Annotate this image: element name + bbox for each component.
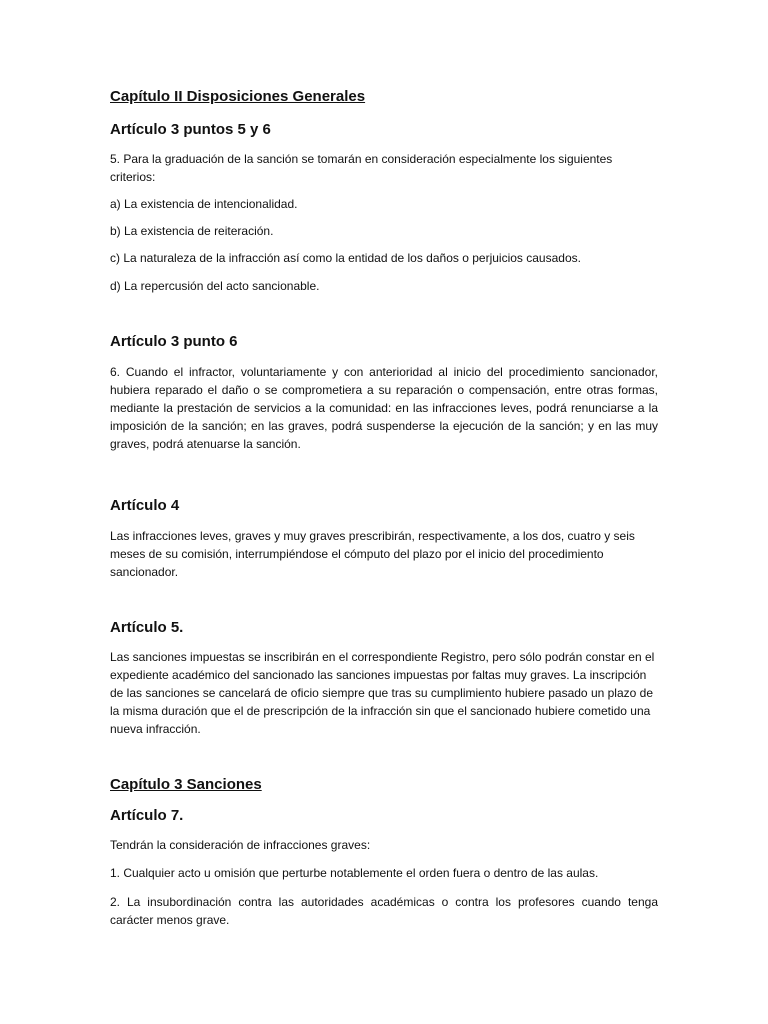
article-3-points-5-6-heading: Artículo 3 puntos 5 y 6 — [110, 121, 271, 138]
criteria-item-b: b) La existencia de reiteración. — [110, 224, 274, 238]
article-3-point-6-heading: Artículo 3 punto 6 — [110, 333, 238, 350]
criteria-item-d: d) La repercusión del acto sancionable. — [110, 279, 320, 293]
article-5-text: Las sanciones impuestas se inscribirán en el correspondiente Registro, pero sólo podrán constar en el expediente académico del sancionado las sanciones impuestas por faltas muy graves. La inscripción de las sanciones se cancelará de oficio siempre que tras su cumplimiento hubiere pasado un plazo de la misma duración que el de prescripción de la infracción sin que el sancionado hubiere cometido una nueva infracción. — [110, 650, 655, 736]
article-3-point-5-intro: 5. Para la graduación de la sanción se tomarán en consideración especialmente los siguientes criterios: — [110, 152, 613, 184]
article-4-heading: Artículo 4 — [110, 497, 180, 514]
criteria-item-c: c) La naturaleza de la infracción así como la entidad de los daños o perjuicios causados. — [110, 251, 581, 265]
article-7-item-1: 1. Cualquier acto u omisión que perturbe notablemente el orden fuera o dentro de las aulas. — [110, 866, 599, 880]
article-3-point-6-text: 6. Cuando el infractor, voluntariamente y con anterioridad al inicio del procedimiento sancionador, hubiera reparado el daño o se comprometiera a su reparación o compensación, entre otras formas, mediante la prestación de servicios a la comunidad: en las infracciones leves, podrá renunciarse a la imposición de la sanción; en las graves, podrá suspenderse la ejecución de la sanción; y en las muy graves, podrá atenuarse la sanción. — [110, 365, 658, 451]
chapter-3-title: Capítulo 3 Sanciones — [110, 776, 262, 793]
article-7-heading: Artículo 7. — [110, 807, 184, 824]
criteria-item-a: a) La existencia de intencionalidad. — [110, 197, 298, 211]
article-7-intro: Tendrán la consideración de infracciones graves: — [110, 838, 371, 852]
article-5-heading: Artículo 5. — [110, 619, 184, 636]
article-7-item-2: 2. La insubordinación contra las autoridades académicas o contra los profesores cuando tenga carácter menos grave. — [110, 895, 658, 927]
chapter-2-title: Capítulo II Disposiciones Generales — [110, 88, 366, 105]
article-4-text: Las infracciones leves, graves y muy graves prescribirán, respectivamente, a los dos, cuatro y seis meses de su comisión, interrumpiéndose el cómputo del plazo por el inicio del procedimiento sancionador. — [110, 529, 635, 579]
